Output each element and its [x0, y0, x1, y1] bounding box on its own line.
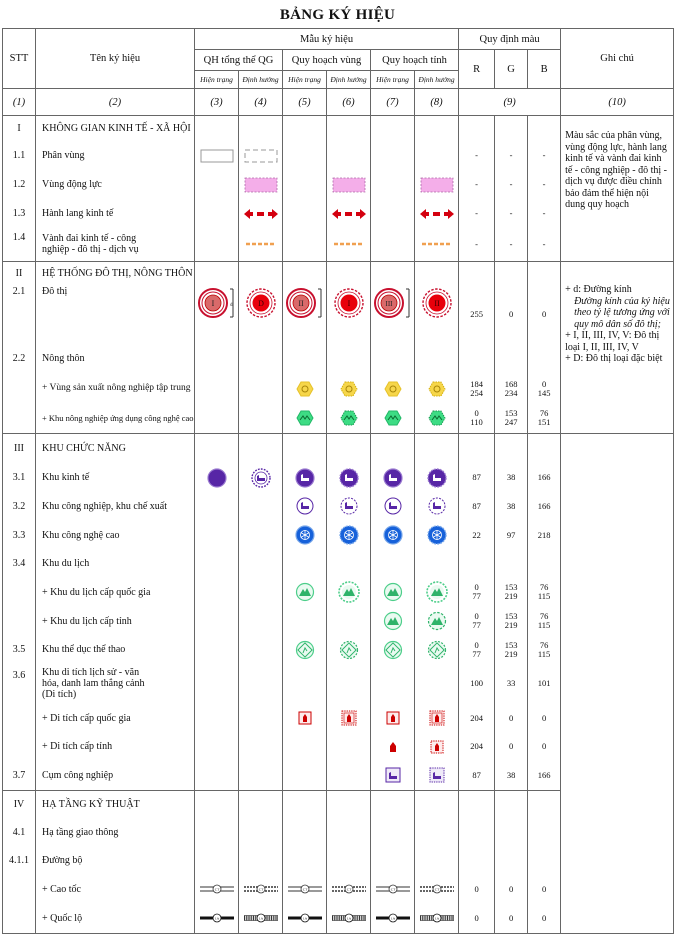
- color-g: 38: [495, 464, 528, 492]
- urban-class: II: [433, 298, 440, 308]
- color-r: 0: [459, 904, 495, 934]
- urban-class: D: [257, 298, 264, 308]
- economic-zone-current-icon: [207, 468, 227, 488]
- row-stt: 4.1.1: [3, 847, 36, 875]
- heritage-national-planned-icon: [341, 710, 357, 726]
- column-number: (5): [283, 89, 327, 116]
- urban-planned-icon: [244, 286, 278, 320]
- color-g: 153 247: [495, 404, 528, 434]
- heritage-national-planned-icon: [429, 710, 445, 726]
- section-stt: II: [3, 262, 36, 286]
- color-b: 101: [528, 664, 561, 704]
- sports-current-icon: [383, 640, 403, 660]
- color-r: 204: [459, 704, 495, 733]
- section-stt: III: [3, 434, 36, 464]
- expressway-planned-icon: [420, 884, 454, 894]
- row-stt: 1.3: [3, 200, 36, 228]
- header-status: Định hướng: [327, 71, 371, 89]
- row-name: + Quốc lộ: [36, 904, 195, 934]
- heritage-national-current-icon: [386, 711, 400, 725]
- header-stt: STT: [3, 29, 36, 89]
- agri-zone-planned-icon: [340, 381, 358, 397]
- header-symbol-group: Mẫu ký hiệu: [195, 29, 459, 50]
- row-name: Phân vùng: [36, 142, 195, 170]
- road-badge: 1A: [346, 916, 351, 921]
- sports-planned-icon: [339, 640, 359, 660]
- color-g: -: [495, 142, 528, 170]
- road-badge: 1A: [214, 916, 219, 921]
- note-section-2: [561, 262, 674, 434]
- heritage-national-current-icon: [298, 711, 312, 725]
- row-name: Hạ tầng giao thông: [36, 819, 195, 847]
- expressway-planned-icon: [244, 884, 278, 894]
- industrial-park-current-icon: [384, 497, 402, 515]
- expressway-planned-icon: [332, 884, 366, 894]
- header-name: Tên ký hiệu: [36, 29, 195, 89]
- national-road-current-icon: [200, 913, 234, 923]
- road-badge: 1A: [390, 916, 395, 921]
- urban-planned-icon: [332, 286, 366, 320]
- row-name: Đô thị: [36, 286, 195, 344]
- color-g: 0: [495, 904, 528, 934]
- color-g: -: [495, 228, 528, 262]
- color-r: -: [459, 170, 495, 200]
- color-b: 0 145: [528, 374, 561, 404]
- heritage-provincial-planned-icon: [430, 740, 444, 754]
- industrial-park-planned-icon: [340, 497, 358, 515]
- note-line: + I, II, III, IV, V: Đô thị loại I, II, III, IV, V: [565, 330, 660, 353]
- national-road-planned-icon: [244, 913, 278, 923]
- column-number: (7): [371, 89, 415, 116]
- row-stt: 3.5: [3, 636, 36, 664]
- row-name: Khu du lịch: [36, 550, 195, 578]
- economic-corridor-icon: [327, 200, 371, 228]
- header-status: Hiện trạng: [195, 71, 239, 89]
- industrial-park-current-icon: [296, 497, 314, 515]
- color-b: 0: [528, 286, 561, 344]
- row-stt: 3.4: [3, 550, 36, 578]
- color-g: 38: [495, 492, 528, 521]
- national-road-current-icon: [376, 913, 410, 923]
- color-r: 0 77: [459, 578, 495, 607]
- economic-corridor-icon: [415, 200, 459, 228]
- row-stt: 1.4: [3, 228, 36, 262]
- expressway-current-icon: [376, 884, 410, 894]
- color-r: 184 254: [459, 374, 495, 404]
- header-r: R: [459, 50, 495, 89]
- heritage-provincial-current-icon: [387, 741, 399, 753]
- row-name: Vùng động lực: [36, 170, 195, 200]
- column-number: (9): [459, 89, 561, 116]
- sports-planned-icon: [427, 640, 447, 660]
- color-g: 153 219: [495, 636, 528, 664]
- color-g: 0: [495, 733, 528, 761]
- industrial-park-planned-icon: [428, 497, 446, 515]
- tourism-provincial-current-icon: [383, 611, 403, 631]
- color-g: 0: [495, 286, 528, 344]
- column-number: (10): [561, 89, 674, 116]
- zone-dashed-icon: [239, 142, 283, 170]
- column-number: (3): [195, 89, 239, 116]
- color-g: 0: [495, 875, 528, 904]
- factory-planned-icon: [427, 468, 447, 488]
- expressway-current-icon: [200, 884, 234, 894]
- header-status: Hiện trạng: [371, 71, 415, 89]
- urban-current-icon: [285, 286, 325, 320]
- header-color-group: Quy định màu: [459, 29, 561, 50]
- road-badge: 1A: [302, 916, 307, 921]
- color-g: 38: [495, 761, 528, 791]
- color-g: 153 219: [495, 578, 528, 607]
- row-name: Khu thể dục thể thao: [36, 636, 195, 664]
- section-title: KHU CHỨC NĂNG: [36, 434, 195, 464]
- header-status: Định hướng: [239, 71, 283, 89]
- color-r: 100: [459, 664, 495, 704]
- color-b: -: [528, 142, 561, 170]
- row-stt: 2.1: [3, 286, 36, 344]
- color-r: 0: [459, 875, 495, 904]
- row-name: Cụm công nghiệp: [36, 761, 195, 791]
- color-b: 0: [528, 733, 561, 761]
- urban-planned-icon: [420, 286, 454, 320]
- hitech-park-planned-icon: [427, 525, 447, 545]
- note-line: Đường kính của ký hiệu theo tỷ lệ tương ứng với quy mô dân số đô thị;: [574, 295, 670, 330]
- row-stt: 4.1: [3, 819, 36, 847]
- hitech-park-current-icon: [383, 525, 403, 545]
- expressway-current-icon: [288, 884, 322, 894]
- urban-class: I: [347, 298, 350, 308]
- row-stt: 1.1: [3, 142, 36, 170]
- hitech-agri-planned-icon: [340, 410, 358, 426]
- color-r: 0 110: [459, 404, 495, 434]
- color-r: -: [459, 142, 495, 170]
- urban-class: III: [385, 299, 392, 308]
- header-note: Ghi chú: [561, 29, 674, 89]
- dynamic-zone-icon: [415, 170, 459, 200]
- row-name: Nông thôn: [36, 344, 195, 374]
- header-b: B: [528, 50, 561, 89]
- tourism-national-planned-icon: [338, 581, 360, 603]
- economic-zone-planned-icon: [251, 468, 271, 488]
- factory-current-icon: [295, 468, 315, 488]
- color-r: 204: [459, 733, 495, 761]
- row-name: Khu kinh tế: [36, 464, 195, 492]
- color-g: 153 219: [495, 607, 528, 636]
- section-title: HỆ THỐNG ĐÔ THỊ, NÔNG THÔN: [36, 262, 195, 286]
- row-name: Đường bộ: [36, 847, 195, 875]
- agri-zone-planned-icon: [428, 381, 446, 397]
- color-g: -: [495, 170, 528, 200]
- industrial-cluster-current-icon: [385, 767, 401, 783]
- hitech-agri-current-icon: [384, 410, 402, 426]
- color-b: 218: [528, 521, 561, 550]
- urban-class: I: [211, 298, 214, 308]
- national-road-planned-icon: [420, 913, 454, 923]
- color-r: 87: [459, 464, 495, 492]
- color-b: 166: [528, 761, 561, 791]
- header-status: Hiện trạng: [283, 71, 327, 89]
- header-status: Định hướng: [415, 71, 459, 89]
- hitech-park-current-icon: [295, 525, 315, 545]
- economic-belt-icon: [327, 228, 371, 262]
- urban-class: II: [297, 298, 304, 308]
- factory-planned-icon: [339, 468, 359, 488]
- economic-corridor-icon: [239, 200, 283, 228]
- road-badge: CT: [302, 887, 307, 892]
- color-b: 76 151: [528, 404, 561, 434]
- national-road-planned-icon: [332, 913, 366, 923]
- color-b: 76 115: [528, 578, 561, 607]
- row-name: + Khu nông nghiệp ứng dụng công nghệ cao: [36, 404, 195, 434]
- sports-current-icon: [295, 640, 315, 660]
- color-g: -: [495, 200, 528, 228]
- tourism-national-current-icon: [295, 582, 315, 602]
- diameter-label: d: [229, 302, 232, 308]
- row-stt: 3.3: [3, 521, 36, 550]
- economic-belt-icon: [415, 228, 459, 262]
- color-b: 166: [528, 464, 561, 492]
- color-g: 33: [495, 664, 528, 704]
- table-row: [3, 847, 674, 875]
- tourism-national-planned-icon: [426, 581, 448, 603]
- color-b: -: [528, 200, 561, 228]
- dynamic-zone-icon: [327, 170, 371, 200]
- note-section-1: Màu sắc của phân vùng, vùng động lực, hành lang kinh tế và vành đai kinh tế - công nghiệp - đô thị - dịch vụ được điều chỉnh bảo đảm thể hiện nội dung quy hoạch: [561, 116, 674, 262]
- agri-zone-current-icon: [384, 381, 402, 397]
- color-b: 76 115: [528, 636, 561, 664]
- color-g: 168 234: [495, 374, 528, 404]
- color-b: 0: [528, 904, 561, 934]
- hitech-agri-planned-icon: [428, 410, 446, 426]
- national-road-current-icon: [288, 913, 322, 923]
- row-stt: 3.2: [3, 492, 36, 521]
- header-plan-regional: Quy hoạch vùng: [283, 50, 371, 71]
- road-badge: 1A: [434, 916, 439, 921]
- color-r: -: [459, 228, 495, 262]
- table-row: [3, 875, 674, 904]
- symbol-table: [2, 28, 674, 934]
- row-name: Khu công nghiệp, khu chế xuất: [36, 492, 195, 521]
- row-name: Hành lang kinh tế: [36, 200, 195, 228]
- row-name: + Khu du lịch cấp quốc gia: [36, 578, 195, 607]
- section-stt: IV: [3, 791, 36, 819]
- row-stt: 3.7: [3, 761, 36, 791]
- economic-belt-icon: [239, 228, 283, 262]
- tourism-provincial-planned-icon: [427, 611, 447, 631]
- row-name: Khu di tích lịch sử - văn hóa, danh lam thắng cảnh (Di tích): [36, 664, 195, 704]
- section-title: KHÔNG GIAN KINH TẾ - XÃ HỘI: [36, 116, 195, 142]
- color-r: 87: [459, 761, 495, 791]
- row-stt: 3.6: [3, 664, 36, 704]
- tourism-national-current-icon: [383, 582, 403, 602]
- row-name: + Vùng sản xuất nông nghiệp tập trung: [36, 374, 195, 404]
- color-r: -: [459, 200, 495, 228]
- urban-current-icon: [197, 286, 237, 320]
- color-r: 87: [459, 492, 495, 521]
- column-number: (1): [3, 89, 36, 116]
- row-stt: 1.2: [3, 170, 36, 200]
- row-name: Vành đai kinh tế - công nghiệp - đô thị - dịch vụ: [36, 228, 195, 262]
- industrial-cluster-planned-icon: [429, 767, 445, 783]
- color-b: 76 115: [528, 607, 561, 636]
- road-badge: CT: [434, 887, 439, 892]
- color-r: 255: [459, 286, 495, 344]
- page-title: BẢNG KÝ HIỆU: [279, 7, 396, 23]
- road-badge: CT: [346, 887, 351, 892]
- color-b: 0: [528, 875, 561, 904]
- color-g: 97: [495, 521, 528, 550]
- column-number: (2): [36, 89, 195, 116]
- road-badge: CT: [214, 887, 219, 892]
- road-badge: CT: [390, 887, 395, 892]
- agri-zone-current-icon: [296, 381, 314, 397]
- road-badge: 1A: [258, 916, 263, 921]
- road-badge: CT: [258, 887, 263, 892]
- header-plan-national: QH tổng thể QG: [195, 50, 283, 71]
- row-stt: 2.2: [3, 344, 36, 374]
- color-r: 22: [459, 521, 495, 550]
- table-row: [3, 904, 674, 934]
- header-plan-provincial: Quy hoạch tỉnh: [371, 50, 459, 71]
- row-name: + Di tích cấp tỉnh: [36, 733, 195, 761]
- row-name: + Cao tốc: [36, 875, 195, 904]
- zone-solid-icon: [195, 142, 239, 170]
- hitech-park-planned-icon: [339, 525, 359, 545]
- section-title: HẠ TẦNG KỸ THUẬT: [36, 791, 195, 819]
- color-g: 0: [495, 704, 528, 733]
- color-b: 166: [528, 492, 561, 521]
- color-b: -: [528, 170, 561, 200]
- color-r: 0 77: [459, 636, 495, 664]
- note-line: + D: Đô thị loại đặc biệt: [565, 353, 663, 364]
- column-number: (6): [327, 89, 371, 116]
- note-section-3: [561, 434, 674, 847]
- row-stt: 3.1: [3, 464, 36, 492]
- header-g: G: [495, 50, 528, 89]
- urban-current-icon: [373, 286, 413, 320]
- row-name: + Khu du lịch cấp tỉnh: [36, 607, 195, 636]
- color-b: -: [528, 228, 561, 262]
- color-r: 0 77: [459, 607, 495, 636]
- color-b: 0: [528, 704, 561, 733]
- factory-current-icon: [383, 468, 403, 488]
- row-name: + Di tích cấp quốc gia: [36, 704, 195, 733]
- note-line: + d: Đường kính: [565, 284, 632, 295]
- hitech-agri-current-icon: [296, 410, 314, 426]
- row-name: Khu công nghệ cao: [36, 521, 195, 550]
- dynamic-zone-icon: [239, 170, 283, 200]
- section-stt: I: [3, 116, 36, 142]
- column-number: (4): [239, 89, 283, 116]
- column-number: (8): [415, 89, 459, 116]
